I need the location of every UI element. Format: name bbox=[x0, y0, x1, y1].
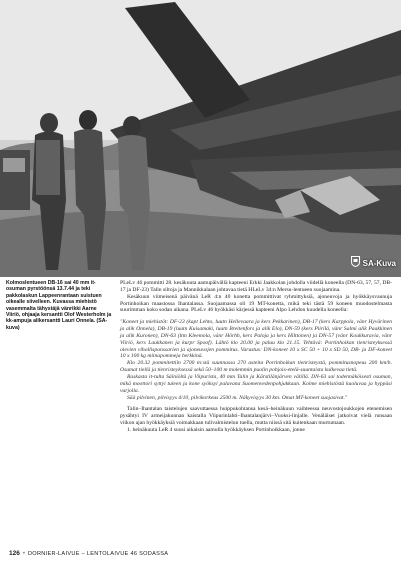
paragraph: 1. heinäkuuta LeR 4 suusi aikaisin aamulla hyökkäyksen Portinhoikkaan, jonne bbox=[127, 426, 305, 433]
quote-paragraph: Raskasta it-tulta Säiniöltä ja Viipurista, 40 mm Talin ja Kärstilänjärven välillä. DN-63 sai todennäköisesti osuman, mikä moottori syttyi tuleen ja kone syöksyi palavana Suomenvedenpohjukkaan. Kolme miehistöstä kuoluvaa ja hyppäsi varjolla. bbox=[120, 373, 392, 394]
page-footer bbox=[9, 549, 168, 559]
photo-credit bbox=[351, 256, 396, 270]
sa-crest-icon bbox=[351, 258, 360, 269]
book-title: DORNIER-LAIVUE – LENTOLAIVUE 46 SODASSA bbox=[27, 551, 169, 557]
photo-caption: Kolmoslentueen DB-16 sai 40 mm it-osuman pyrstöönsä 13.7.44 ja teki pakkolaskun Lappeenrantaan suistuen oikealle siivelleen. Kuvassa miehistö vasemmalta tähystäjä vänrikki Aarne Viiriö, ohjaaja kersantti Olof Westerholm ja kk-ampuja alikersantti Lauri Onnela. (SA-kuva) bbox=[6, 280, 112, 331]
page-number: 126 bbox=[9, 550, 20, 557]
paragraph: PLeLv 46 pommitti 28. kesäkuuta aamupäivällä kapteeni Erkki Jaakkolan johdolla viidellä koneella (DN-63, 57, 57, DB-17 ja DF-23) Talin siltoja ja Mannikkalaan johtavaa tietä HLeLv 34:n Mersu-lentueen suojaamina. bbox=[120, 280, 392, 293]
photo-credit-label: SA-Kuva bbox=[362, 258, 396, 268]
paragraph: Talin–Ihantalan taistelujen saavuttaessa huippukohtansa kesä–heinäkuun vaihteessa neuvostojoukkojen etenemisen pysähtyi IV armeijakunnan kaistalla Viipurinlahti–Ihantalanjärvi–Vuoksi-linjalle. Venäläiset jatkoivat vielä runsaan viikon ajan hyökkäyksiä voimakkaan tulivalmistelun tuella, mutta niissä sitä kuitenkaan murtumaan. bbox=[120, 406, 392, 427]
footer-separator: • bbox=[22, 551, 25, 557]
photo-illustration bbox=[0, 0, 401, 277]
quote-paragraph: Sää pilvinen, pilvisyys 4/10, pilvikorkeus 2500 m. Näkyvisyys 30 km. Omat MT-koneet suojasivat." bbox=[127, 394, 348, 401]
quote-paragraph: Klo 20.32 pommitettiin 2700 m:stä suunnassa 270 asteita Portinhoikan tienristeystä, pommitusnopeus 200 km/h. Osumat tiellä ja tienristeyksessä sekä 50–100 m molemmin puolin pohjois-etelä-suuntaista kulkevaa tietä. bbox=[120, 360, 392, 374]
quoted-report bbox=[120, 319, 392, 401]
paragraph: Kesäkuun viimeisenä päivänä LeR 4:n 40 konetta pommittivat ryhmittyksiä, ajoneuvoja ja hyökkäysvaunuja Portinhoikan maastossa Ihantalassa. Suojaamassa oli 19 MT-konetta, mikä teki tästä 59 koneen muodostelmasta suurimman koko sodan aikana. PLeLv 46 hyökkäsi kärjessä kapteeni Alpo Lehdon kuudella koneella: bbox=[120, 293, 392, 314]
article-body bbox=[120, 280, 392, 434]
war-photo bbox=[0, 0, 401, 277]
quote-paragraph: "Koneet ja miehistöt: DF-23 (kapt Lehto, luutn Hellevaara ja kers Pekkarinen), DB-17 (kers Karppola, vänr Hyvärinen ja alik Onnela), DB-19 (luutn Kuisamaki, luutn Breitenfors ja alik Elo), DN-59 (kers Piirilä, vänr Salmi alik Paakkinen ja alik Kuronen), DN-63 (ltm Kleemola, vänr Hörhh, kers Paloja ja kers Hilttonen) ja DN-57 (vänr Koukkuravia, vänr Viiriö, kers Laukkanen ja kurpr Spoof). Lähtö klo 20.00 ja paluu klo 21.15. Tehtävä: Portinhoikan tienristeyksessä olevien vihollispanssarien ja ajoneuvojen pommitus. Varustus: DN-koneet 10 x SC 50 + 10 x SD 50, DB- ja DF-koneet 10 x 100 kg miinapommeja herkkinä. bbox=[120, 319, 392, 360]
